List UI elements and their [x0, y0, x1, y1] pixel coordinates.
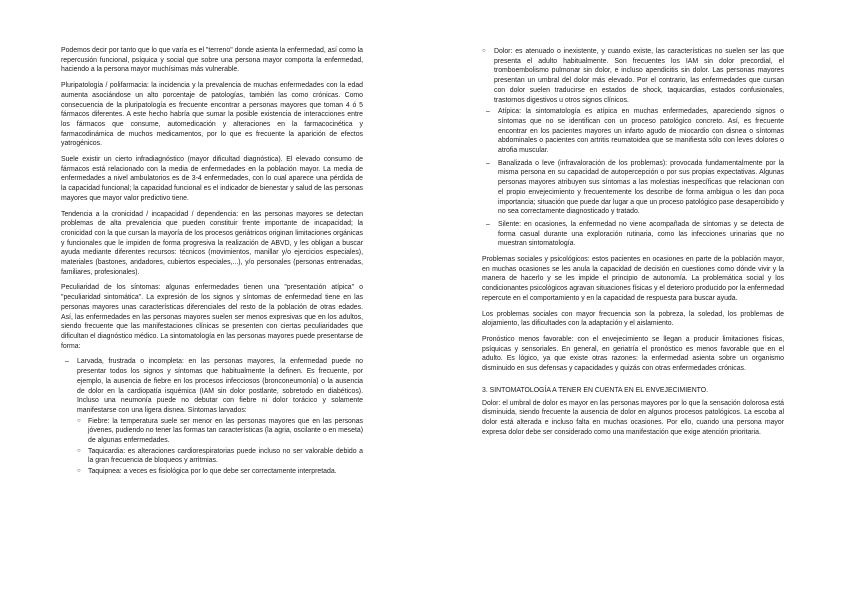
sub-list-item: ○ Fiebre: la temperatura suele ser menor en las personas mayores que en las personas jóvenes, pudiendo no tener las formas tan características (la agria, oscilante o en meseta) de algunas enfermedades. — [77, 417, 363, 446]
paragraph-pronostico: Pronóstico menos favorable: con el envejecimiento se llegan a producir limitaciones físicas, psíquicas y sensoriales. En general, en geriatría el pronóstico es menos favorable que en el adulto. Es lógico, ya que existe otras razones: la enfermedad asienta sobre un organismo disminuido en sus defensas y capacidades y quizás con otras enfermedades crónicas. — [482, 335, 784, 373]
sub-list-item: ○ Dolor: es atenuado o inexistente, y cuando existe, las características no suelen ser las que presenta el adulto habitualmente. Son frecuentes los IAM sin dolor precordial, el tromboembolismo pulmonar sin dolor, e incluso apendicitis sin dolor. Las personas mayores presentan un umbral del dolor más elevado. Por el contrario, las enfermedades que cursan con dolor suelen traducirse en estados de shock, taquicardias, estados confusionales, trastornos digestivos u otros signos clínicos. — [482, 47, 784, 105]
right-column — [482, 46, 784, 443]
paragraph-pluripatologia: Pluripatología / polifarmacia: la incidencia y la prevalencia de muchas enfermedades con la edad aumenta asociándose un alto porcentaje de patologías, también las como crónicas. Como consecuencia de la pluripatología es frecuente encontrar a personas mayores que toman 4 ó 5 fármacos diferentes. A este hecho habría que sumar la posible existencia de interacciones entre los fármacos que consume, automedicación y alteraciones en la farmacocinética y farmacodinámica de muchos medicamentos, por lo que es frecuente la aparición de efectos yatrogénicos. — [61, 82, 363, 148]
paragraph-problemas-frecuencia: Los problemas sociales con mayor frecuencia son la pobreza, la soledad, los problemas de alojamiento, las dificultades con la adaptación y el aislamiento. — [482, 310, 784, 328]
list-item — [61, 357, 363, 476]
continued-sub-list — [482, 47, 784, 105]
symptom-form-list-continued — [482, 107, 784, 249]
paragraph-dolor: Dolor: el umbral de dolor es mayor en las personas mayores por lo que la sensación dolorosa está disminuida, siendo frecuente la ausencia de dolor en algunos procesos patológicos. La escoba al dolor está alterada e incluso falta en muchas ocasiones. Por ello, cuando una persona mayor expresa dolor debe ser considerado como una manifestación que exige atención prioritaria. — [482, 399, 784, 436]
symptom-form-list — [61, 357, 363, 476]
list-item: – Silente: en ocasiones, la enfermedad no viene acompañada de síntomas y se detecta de forma casual durante una exploración rutinaria, como las infecciones urinarias que no muestran sintomatología. — [482, 220, 784, 249]
paragraph-problemas-sociales: Problemas sociales y psicológicos: estos pacientes en ocasiones en parte de la población mayor, en muchas ocasiones se les anula la capacidad de decisión en cuestiones como dónde vivir y la manera de hacerlo y se les impide el principio de autonomía. La problemática social y los condicionantes psicológicos agravan situaciones físicas y el deterioro producido por la enfermedad repercute en el comportamiento y en la capacidad de respuesta para buscar ayuda. — [482, 256, 784, 302]
left-column — [61, 46, 363, 480]
paragraph-cronicidad: Tendencia a la cronicidad / incapacidad / dependencia: en las personas mayores se detectan problemas de alta prevalencia que pueden constituir frente importante de incapacidad; la cronicidad con la que cursan la mayoría de los procesos geriátricos originan limitaciones orgánicas y funcionales que le impiden de forma progresiva la realización de ABVD, y les obligan a buscar ayuda mediante diferentes recursos: técnicos (movimientos, manillar y/o ejercicios especiales), materiales (bastones, andadores, cubiertos especiales,...), y/o personales (personas entrenadas, familiares, profesionales). — [61, 210, 363, 276]
section-heading: 3. SINTOMATOLOGÍA A TENER EN CUENTA EN EL ENVEJECIMIENTO. — [482, 386, 709, 394]
paragraph-peculiaridad: Peculiaridad de los síntomas: algunas enfermedades tienen una "presentación atípica" o "peculiaridad sintomática". La expresión de los signos y síntomas de enfermedad tiene en las personas mayores unas características diferenciales del resto de la población de otras edades. Así, las enfermedades en las personas mayores suelen ser menos expresivas que en los adultos, siendo frecuente que las manifestaciones clínicas se presenten con ciertas peculiaridades que dificultan el diagnóstico médico. La sintomatología en las personas mayores puede presentarse de forma: — [61, 284, 363, 350]
list-item: – Atípica: la sintomatología es atípica en muchas enfermedades, apareciendo signos o síntomas que no se identifican con un proceso patológico concreto. Así, es frecuente encontrar en los pacientes mayores un infarto agudo de miocardio con disnea o síntomas abdominales o pacientes con artritis reumatoidea que se manifiesta sólo con leves dolores o atrofia muscular. — [482, 107, 784, 156]
list-item: – Banalizada o leve (infravaloración de los problemas): provocada fundamentalmente por la misma persona en su capacidad de autopercepción o por sus propias expectativas. Algunas personas mayores atribuyen sus síntomas a las molestias inespecíficas que relacionan con el propio envejecimiento y frecuentemente los describe de forma ambigua o les dan poca importancia; situación que puede dar lugar a que un proceso patológico pase desapercibido y no sea correctamente diagnosticado y tratado. — [482, 159, 784, 217]
list-item-text: Larvada, frustrada o incompleta: en las personas mayores, la enfermedad puede no presentar todos los signos y síntomas que habitualmente la definen. Es frecuente, por ejemplo, la ausencia de fiebre en los procesos infecciosos (bronconeumonía) o la ausencia de dolor en la cardiopatía isquémica (IAM sin dolor postlante, sobretodo en diabéticos). Incluso una neumonía puede no debutar con fiebre ni dolor torácico y solamente manifestarse con una ligera disnea. Síntomas larvados: — [77, 358, 363, 414]
larvated-symptom-list — [77, 417, 363, 477]
sub-list-item: ○ Taquipnea: a veces es fisiológica por lo que debe ser correctamente interpretada. — [77, 467, 363, 477]
sub-list-item: ○ Taquicardia: es alteraciones cardiorespiratorias puede incluso no ser valorable debido a la gran frecuencia de bloqueos y arritmias. — [77, 447, 363, 466]
paragraph-terreno: Podemos decir por tanto que lo que varía es el "terreno" donde asienta la enfermedad, así como la repercusión funcional, psíquica y social que sobre una persona mayor comporta la enfermedad, haciendo a la persona mayor muchísimas más vulnerable. — [61, 47, 363, 74]
paragraph-infradiagnostico: Suele existir un cierto infradiagnóstico (mayor dificultad diagnóstica). El elevado consumo de fármacos está relacionado con la media de enfermedades en la población mayor. La media de enfermedades a nivel ambulatorios es de 3-4 enfermedades, con lo cual aparece una pérdida de la capacidad funcional; la capacidad funcional es el indicador de bienestar y salud de las personas mayores que mayor valor predictivo tiene. — [61, 156, 363, 202]
